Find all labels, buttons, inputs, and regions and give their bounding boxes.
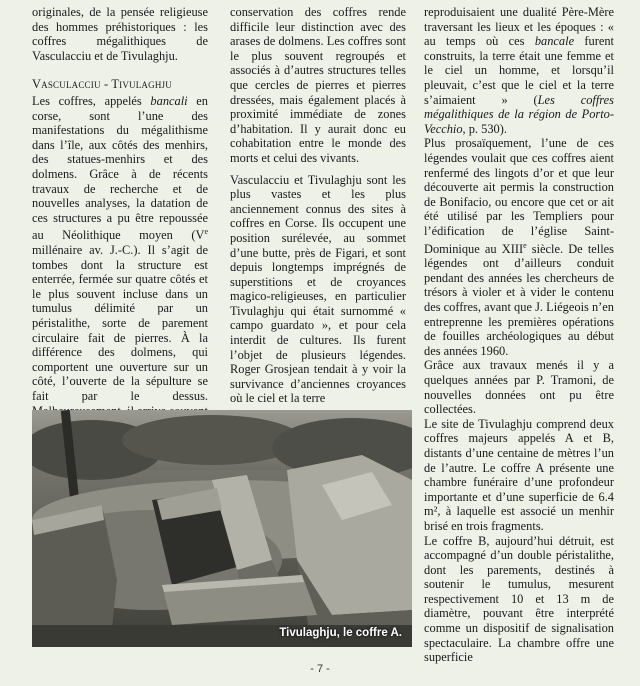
paragraph: originales, de la pensée religieuse des hommes préhistoriques : les coffres mégalithiques de Vasculacciu et de Tivulaghju. (32, 5, 208, 63)
text-column-1 (32, 5, 208, 433)
book-title: Les coffres mégalithiques de la région de Porto-Vecchio (424, 92, 614, 136)
paragraph: Vasculacciu et Tivulaghju sont les plus vastes et les plus anciennement connus des sites à coffres en Corse. Ils occupent une position surélevée, au sommet d’une butte, près de Figari, et sont depuis longtemps imprégnés de superstitions et de croyances magico-religieuses, en particulier Tivulaghju qui était surnommé « campo guardato », et pour cela interdit de cultures. Ils furent l’objet de plusieurs légendes. Roger Grosjean tendait à y voir la survivance d’anciennes croyances où le ciel et la terre (230, 172, 406, 406)
page-number: - 7 - (310, 663, 330, 675)
paragraph: Grâce aux travaux menés il y a quelques années par P. Tramoni, de nouvelles données ont pu être collectées. (424, 358, 614, 417)
paragraph: Les coffres, appelés bancali en corse, sont l’une des manifestations du mégalithisme dans l’île, aux côtés des menhirs, des statues-menhirs et des dolmens. Grâce à de récents travaux de recherche et de nouvelles analyses, la datation de ces structures a pu être repoussée au Néolithique moyen (Ve millénaire av. J.-C.). Il s’agit de tombes dont la structure est enterrée, fermée sur quatre côtés et le plus souvent incluse dans un tumulus délimité par un péristalithe, sorte de parement circulaire fait de pierres. À la différence des dolmens, qui comportent une ouverture sur un côté, l’ouverte de la sépulture se fait par le dessus. (32, 93, 208, 403)
photo-caption: Tivulaghju, le coffre A. (279, 627, 402, 639)
photo-figure (32, 410, 412, 647)
paragraph: Le coffre B, aujourd’hui détruit, est accompagné d’un double péristalithe, dont les parements, destinés à soutenir le tumulus, mesurent respectivement 10 et 13 m de diamètre, pouvant être interprété comme un dispositif de signalisation spectaculaire. La chambre offre une superficie (424, 533, 614, 665)
italic-term: bancali (150, 93, 188, 108)
text-column-3 (424, 5, 614, 665)
text-column-2 (230, 5, 406, 406)
megalithic-chest-photo (32, 410, 412, 647)
section-heading: Vasculacciu - Tivulaghju (32, 77, 172, 92)
paragraph: Le site de Tivulaghju comprend deux coffres majeurs appelés A et B, distants d’une centaine de mètres l’un de l’autre. Le coffre A présente une chambre funéraire d’une profondeur importante et d’une superficie de 6.4 m², à laquelle est associé un menhir brisé en trois fragments. (424, 416, 614, 533)
paragraph: Plus prosaïquement, l’une de ces légendes voulait que ces coffres aient renfermé des lingots d’or et que leur découverte ait permis la construction de Bonifacio, ou encore que cet or ait été utilisé par les Templiers pour l’édification de l’église Saint-Dominique au XIIIe siècle. De telles légendes ont d’ailleurs conduit pendant des années les chercheurs de trésors à violer et à vider le contenu des coffres, avant que J. Liégeois n’en entreprenne les premières opérations de fouilles archéologiques au début des années 1960. (424, 136, 614, 358)
paragraph: conservation des coffres rende difficile leur distinction avec des arases de dolmens. Les coffres sont le plus souvent regroupés et associés à d’autres structures telles que cercles de pierres et pierres dressées, mais également placés à proximité immédiate de zones d’habitation. Il y aurait donc eu cohabitation entre le monde des morts et celui des vivants. (230, 5, 406, 165)
paragraph: reproduisaient une dualité Père-Mère traversant les lieux et les époques : « au temps où ces bancale furent construits, la terre était une femme et le ciel un homme, et lorsqu’il pleuvait, c’est que le ciel et la terre s’aimaient » (Les coffres mégalithiques de la région de Porto-Vecchio, p. 530). (424, 5, 614, 136)
